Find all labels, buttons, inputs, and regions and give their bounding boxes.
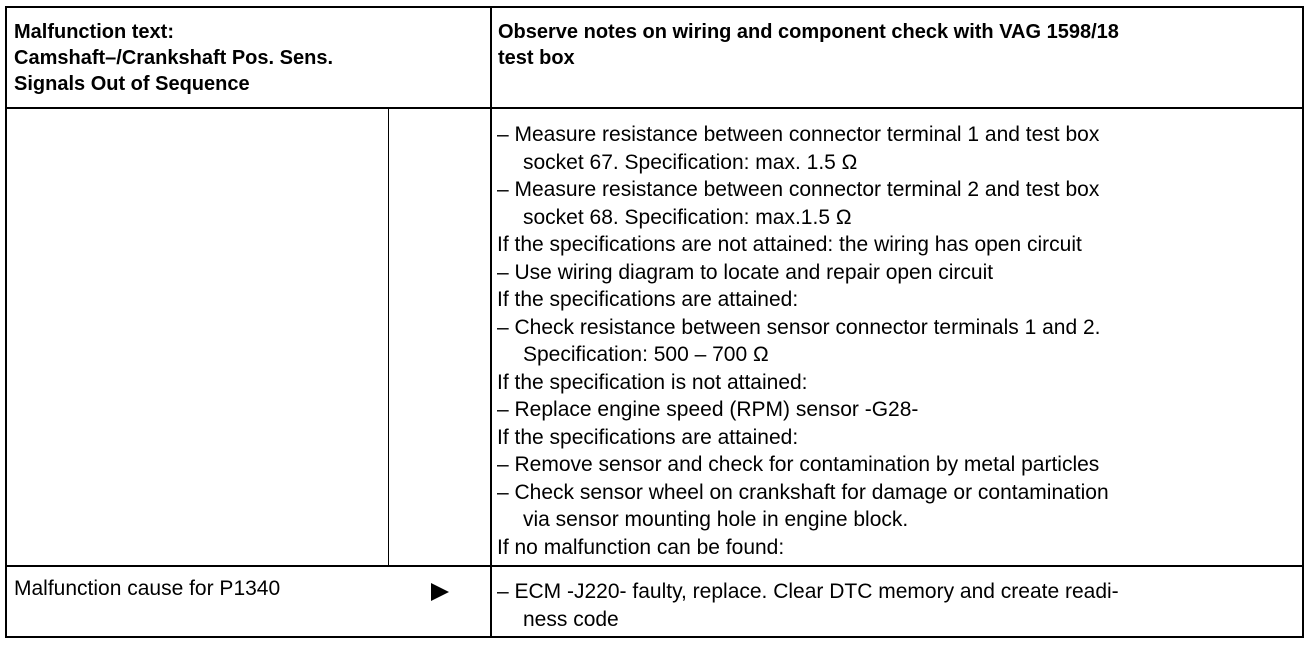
step-line: – Remove sensor and check for contamination by metal particles (497, 453, 1100, 476)
condition-line: If the specification is not attained: (497, 370, 808, 394)
table-bottom-border (5, 636, 1304, 638)
header-left-line: Signals Out of Sequence (14, 73, 250, 95)
cause-row-top-border (5, 565, 1304, 567)
malfunction-cause-label: Malfunction cause for P1340 (14, 577, 281, 600)
header-bottom-border (5, 107, 1304, 109)
right-triangle-icon (431, 583, 449, 601)
step-line: Specification: 500 – 700 Ω (523, 343, 769, 366)
condition-line: If no malfunction can be found: (497, 535, 785, 559)
table-top-border (5, 6, 1304, 8)
condition-line: If the specifications are not attained: the wiring has open circuit (497, 233, 1082, 256)
cause-line: – ECM -J220- faulty, replace. Clear DTC memory and create readi- (497, 580, 1119, 603)
condition-line: If the specifications are attained: (497, 288, 799, 311)
header-left-line: Camshaft–/Crankshaft Pos. Sens. (14, 47, 333, 69)
malfunction-cause-text (497, 578, 1297, 633)
header-right-line: Observe notes on wiring and component check with VAG 1598/18 (498, 21, 1119, 43)
condition-line: If the specifications are attained: (497, 425, 799, 449)
procedure-steps (497, 121, 1297, 561)
step-line: – Replace engine speed (RPM) sensor -G28- (497, 398, 919, 421)
step-line: via sensor mounting hole in engine block. (523, 508, 909, 531)
table-right-border (1302, 6, 1304, 638)
cause-line: ness code (523, 607, 619, 631)
step-line: socket 68. Specification: max.1.5 Ω (523, 205, 852, 229)
step-line: – Measure resistance between connector terminal 1 and test box (497, 123, 1100, 146)
step-line: socket 67. Specification: max. 1.5 Ω (523, 150, 858, 174)
step-line: – Check resistance between sensor connector terminals 1 and 2. (497, 315, 1101, 339)
step-line: – Use wiring diagram to locate and repair open circuit (497, 260, 994, 284)
header-right-line: test box (498, 47, 575, 69)
column-divider (490, 6, 492, 638)
step-line: – Check sensor wheel on crankshaft for damage or contamination (497, 480, 1109, 504)
observe-notes-header (498, 19, 1119, 71)
malfunction-text-header (14, 19, 333, 97)
table-left-border (5, 6, 7, 638)
step-line: – Measure resistance between connector terminal 2 and test box (497, 178, 1100, 201)
sub-column-divider (388, 108, 389, 566)
header-left-line: Malfunction text: (14, 21, 174, 43)
